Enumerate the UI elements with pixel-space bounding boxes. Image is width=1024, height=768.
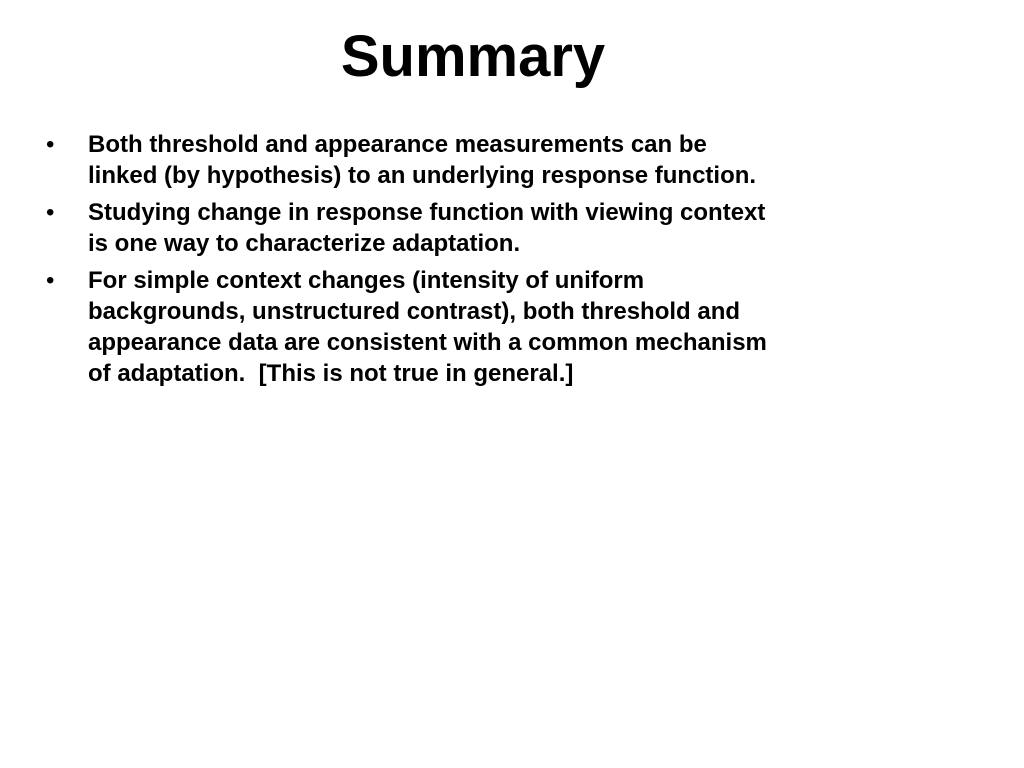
bullet-item	[44, 129, 924, 191]
bullet-line: Studying change in response function with viewing context	[88, 199, 766, 226]
bullet-line: backgrounds, unstructured contrast), both threshold and	[88, 298, 741, 325]
bullet-line: appearance data are consistent with a common mechanism	[88, 329, 767, 356]
bullet-line: of adaptation. [This is not true in general.]	[88, 360, 574, 387]
bullet-line: linked (by hypothesis) to an underlying response function.	[88, 162, 757, 189]
bullet-icon: •	[46, 131, 55, 158]
bullet-line: For simple context changes (intensity of uniform	[88, 267, 645, 294]
bullet-list	[44, 129, 924, 395]
bullet-icon: •	[46, 199, 55, 226]
bullet-line: is one way to characterize adaptation.	[88, 230, 521, 257]
bullet-item	[44, 265, 924, 389]
bullet-line: Both threshold and appearance measurements can be	[88, 131, 707, 158]
bullet-icon: •	[46, 267, 55, 294]
slide-title: Summary	[340, 24, 606, 89]
bullet-item	[44, 197, 924, 259]
